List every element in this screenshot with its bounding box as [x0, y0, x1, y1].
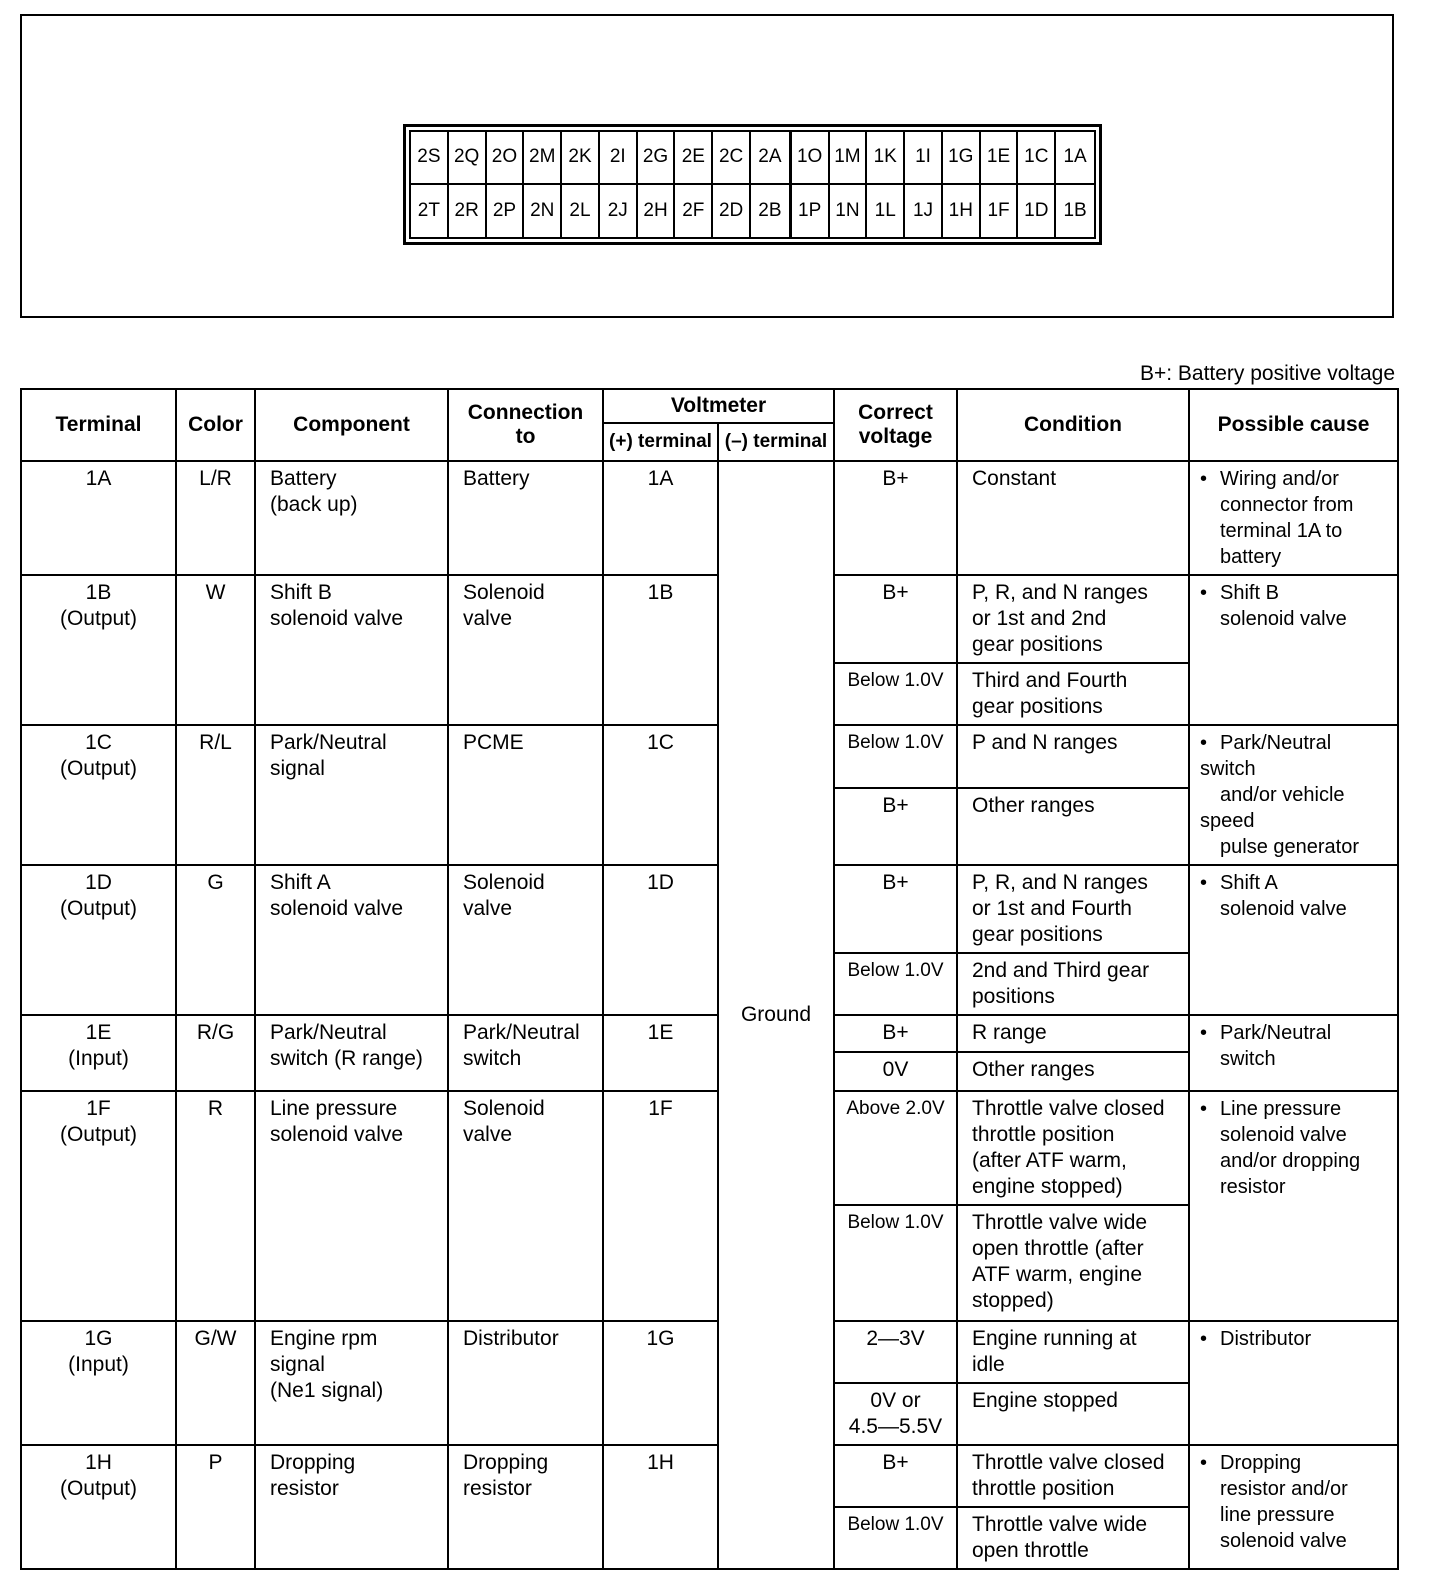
- correct-voltage-cell: B+: [834, 1015, 957, 1052]
- color-cell: R/G: [176, 1015, 255, 1091]
- terminal-cell: 1C (Output): [21, 725, 176, 865]
- header-possible-cause: Possible cause: [1189, 389, 1398, 461]
- condition-cell: Throttle valve closed throttle position (after ATF warm, engine stopped): [957, 1091, 1189, 1205]
- possible-cause-cell: • Park/Neutral switch and/or vehicle speed pulse generator: [1189, 725, 1398, 865]
- correct-voltage-cell: B+: [834, 461, 957, 575]
- connector-half-2: [411, 132, 792, 237]
- connector-pin: 2O: [487, 132, 525, 185]
- connector-pin: 2N: [524, 185, 562, 238]
- condition-cell: Throttle valve wide open throttle (after ATF warm, engine stopped): [957, 1205, 1189, 1321]
- component-cell: Line pressure solenoid valve: [255, 1091, 448, 1321]
- header-voltmeter: Voltmeter: [603, 389, 834, 423]
- terminal-cell: 1F (Output): [21, 1091, 176, 1321]
- color-cell: G/W: [176, 1321, 255, 1445]
- possible-cause-cell: • Park/Neutral switch: [1189, 1015, 1398, 1091]
- correct-voltage-cell: Below 1.0V: [834, 663, 957, 725]
- condition-cell: Third and Fourth gear positions: [957, 663, 1189, 725]
- condition-cell: Other ranges: [957, 1052, 1189, 1091]
- plus-terminal-cell: 1B: [603, 575, 718, 725]
- component-cell: Engine rpm signal (Ne1 signal): [255, 1321, 448, 1445]
- connector-pin: 1H: [943, 185, 981, 238]
- component-cell: Park/Neutral switch (R range): [255, 1015, 448, 1091]
- connector-pin: 1O: [792, 132, 830, 185]
- condition-cell: R range: [957, 1015, 1189, 1052]
- component-cell: Shift A solenoid valve: [255, 865, 448, 1015]
- connector-pin: 2E: [675, 132, 713, 185]
- table-row: [21, 1015, 1398, 1052]
- correct-voltage-cell: Below 1.0V: [834, 1507, 957, 1569]
- correct-voltage-cell: B+: [834, 788, 957, 865]
- connector-pin: 2I: [600, 132, 638, 185]
- connector-pin: 2F: [675, 185, 713, 238]
- color-cell: R/L: [176, 725, 255, 865]
- plus-terminal-cell: 1F: [603, 1091, 718, 1321]
- plus-terminal-cell: 1G: [603, 1321, 718, 1445]
- terminal-cell: 1A: [21, 461, 176, 575]
- component-cell: Battery (back up): [255, 461, 448, 575]
- header-plus-terminal: (+) terminal: [603, 423, 718, 461]
- component-cell: Dropping resistor: [255, 1445, 448, 1569]
- terminal-cell: 1H (Output): [21, 1445, 176, 1569]
- terminal-cell: 1D (Output): [21, 865, 176, 1015]
- header-correct-voltage: Correct voltage: [834, 389, 957, 461]
- color-cell: L/R: [176, 461, 255, 575]
- correct-voltage-cell: Below 1.0V: [834, 725, 957, 788]
- table-row: [21, 1321, 1398, 1383]
- possible-cause-cell: • Shift B solenoid valve: [1189, 575, 1398, 725]
- correct-voltage-cell: Below 1.0V: [834, 1205, 957, 1321]
- legend-note: B+: Battery positive voltage: [1139, 362, 1395, 385]
- terminal-cell: 1B (Output): [21, 575, 176, 725]
- condition-cell: 2nd and Third gear positions: [957, 953, 1189, 1015]
- connector-pin: 1J: [905, 185, 943, 238]
- table-row: [21, 865, 1398, 953]
- condition-cell: Constant: [957, 461, 1189, 575]
- connector-pin: 1N: [830, 185, 868, 238]
- correct-voltage-cell: 0V or 4.5—5.5V: [834, 1383, 957, 1445]
- connection-cell: Solenoid valve: [448, 575, 603, 725]
- connection-cell: Dropping resistor: [448, 1445, 603, 1569]
- connector-pin: 1C: [1018, 132, 1056, 185]
- plus-terminal-cell: 1C: [603, 725, 718, 865]
- connection-cell: Solenoid valve: [448, 1091, 603, 1321]
- correct-voltage-cell: 0V: [834, 1052, 957, 1091]
- correct-voltage-cell: B+: [834, 1445, 957, 1507]
- table-row: [21, 575, 1398, 663]
- possible-cause-cell: • Shift A solenoid valve: [1189, 865, 1398, 1015]
- connector-pin: 1B: [1063, 199, 1087, 221]
- condition-cell: P and N ranges: [957, 725, 1189, 788]
- connection-cell: Solenoid valve: [448, 865, 603, 1015]
- connection-cell: PCME: [448, 725, 603, 865]
- header-terminal: Terminal: [21, 389, 176, 461]
- correct-voltage-cell: B+: [834, 575, 957, 663]
- possible-cause-cell: • Distributor: [1189, 1321, 1398, 1445]
- connector-pin: 2C: [713, 132, 751, 185]
- connector-pin: 2G: [638, 132, 676, 185]
- connector-pin: 2R: [449, 185, 487, 238]
- connector-pin: 1D: [1018, 185, 1056, 238]
- correct-voltage-cell: Above 2.0V: [834, 1091, 957, 1205]
- color-cell: G: [176, 865, 255, 1015]
- condition-cell: Throttle valve closed throttle position: [957, 1445, 1189, 1507]
- connector-pin: 1I: [905, 132, 943, 185]
- connector-pin: 2H: [638, 185, 676, 238]
- connector-pin: 2J: [600, 185, 638, 238]
- connector-diagram: [403, 124, 1102, 245]
- terminal-voltage-table: [20, 388, 1399, 1570]
- condition-cell: P, R, and N ranges or 1st and 2nd gear positions: [957, 575, 1189, 663]
- table-row: [21, 1445, 1398, 1507]
- possible-cause-cell: • Dropping resistor and/or line pressure solenoid valve: [1189, 1445, 1398, 1569]
- connector-pin: 1K: [867, 132, 905, 185]
- connector-pin: 1F: [981, 185, 1019, 238]
- terminal-cell: 1G (Input): [21, 1321, 176, 1445]
- connector-pin: 1P: [792, 185, 830, 238]
- connector-half-1: [792, 132, 1094, 237]
- connection-cell: Park/Neutral switch: [448, 1015, 603, 1091]
- header-connection: Connection to: [448, 389, 603, 461]
- connector-pin: 2S: [411, 132, 449, 185]
- table-row: [21, 725, 1398, 788]
- connector-pin: 2P: [487, 185, 525, 238]
- condition-cell: P, R, and N ranges or 1st and Fourth gear positions: [957, 865, 1189, 953]
- connector-pin: 2Q: [449, 132, 487, 185]
- component-cell: Park/Neutral signal: [255, 725, 448, 865]
- plus-terminal-cell: 1D: [603, 865, 718, 1015]
- connector-pin: 1A: [1056, 132, 1094, 185]
- header-condition: Condition: [957, 389, 1189, 461]
- connection-cell: Distributor: [448, 1321, 603, 1445]
- possible-cause-cell: • Wiring and/or connector from terminal 1A to battery: [1189, 461, 1398, 575]
- connector-pin: 2M: [524, 132, 562, 185]
- connector-pin: 1E: [981, 132, 1019, 185]
- connector-pin: 1G: [943, 132, 981, 185]
- ground-cell: Ground: [718, 461, 834, 1569]
- correct-voltage-cell: Below 1.0V: [834, 953, 957, 1015]
- connector-pin: 1M: [830, 132, 868, 185]
- plus-terminal-cell: 1E: [603, 1015, 718, 1091]
- terminal-cell: 1E (Input): [21, 1015, 176, 1091]
- header-minus-terminal: (–) terminal: [718, 423, 834, 461]
- connector-pin: 2T: [411, 185, 449, 238]
- correct-voltage-cell: B+: [834, 865, 957, 953]
- color-cell: P: [176, 1445, 255, 1569]
- table-row: [21, 1091, 1398, 1205]
- header-component: Component: [255, 389, 448, 461]
- condition-cell: Engine running at idle: [957, 1321, 1189, 1383]
- component-cell: Shift B solenoid valve: [255, 575, 448, 725]
- table-row: [21, 461, 1398, 575]
- connector-pin: 2D: [713, 185, 751, 238]
- condition-cell: Engine stopped: [957, 1383, 1189, 1445]
- connection-cell: Battery: [448, 461, 603, 575]
- color-cell: R: [176, 1091, 255, 1321]
- correct-voltage-cell: 2—3V: [834, 1321, 957, 1383]
- connector-pin: 2K: [562, 132, 600, 185]
- connector-diagram-frame: [20, 14, 1394, 318]
- plus-terminal-cell: 1H: [603, 1445, 718, 1569]
- color-cell: W: [176, 575, 255, 725]
- condition-cell: Throttle valve wide open throttle: [957, 1507, 1189, 1569]
- connector-pin: 2A: [751, 132, 789, 185]
- connector-pin: 2B: [758, 199, 782, 221]
- possible-cause-cell: • Line pressure solenoid valve and/or dropping resistor: [1189, 1091, 1398, 1321]
- plus-terminal-cell: 1A: [603, 461, 718, 575]
- connector-pin: 2L: [562, 185, 600, 238]
- header-color: Color: [176, 389, 255, 461]
- condition-cell: Other ranges: [957, 788, 1189, 865]
- connector-pin: 1L: [867, 185, 905, 238]
